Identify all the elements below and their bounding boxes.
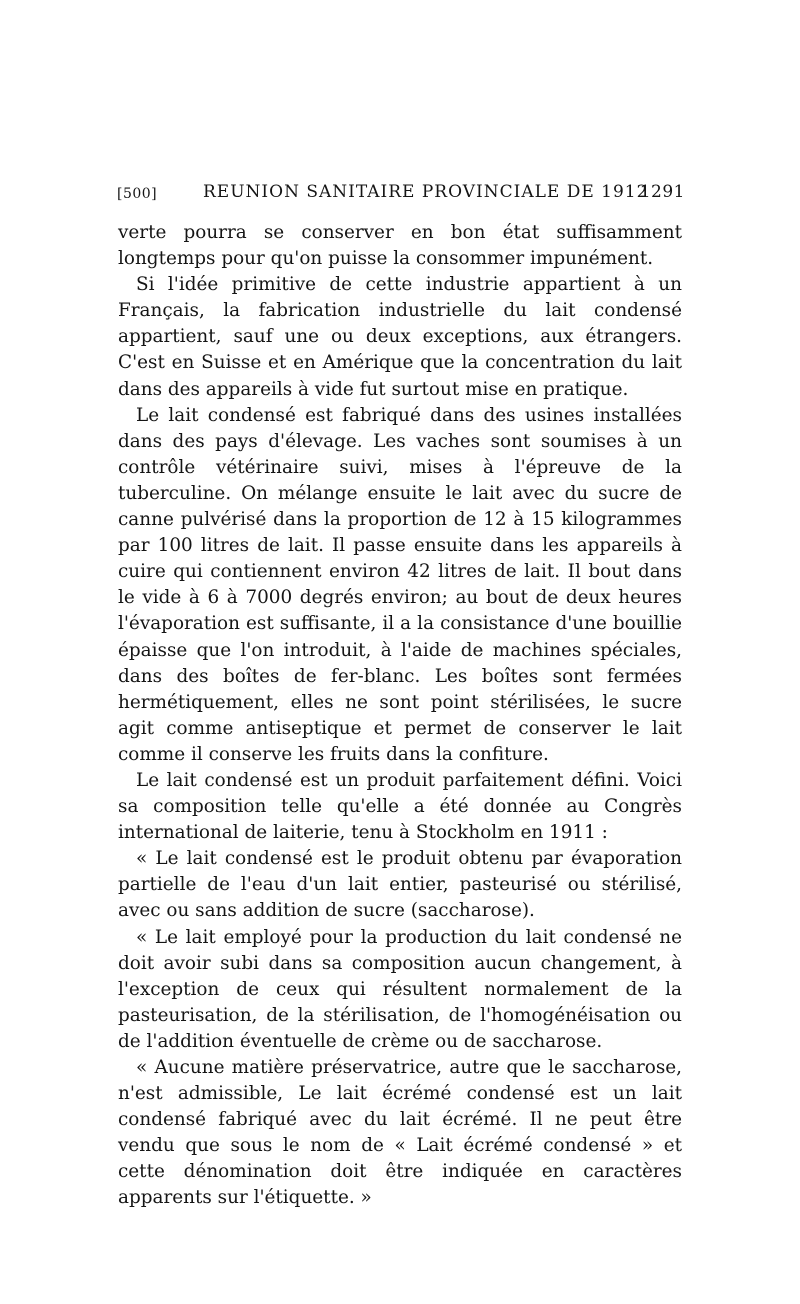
paragraph-definition: Le lait condensé est un produit parfaitement défini. Voici sa composition telle qu'elle a été donnée au Congrès international de laiterie, tenu à Stockholm en 1911 : (118, 769, 682, 844)
page-reference: [500] (117, 186, 158, 202)
running-title: REUNION SANITAIRE PROVINCIALE DE 1912 (203, 182, 649, 202)
page-number: 1291 (639, 182, 685, 202)
quote-paragraph-3: « Aucune matière préservatrice, autre que le saccharose, n'est admissible, Le lait écrémé condensé est un lait condensé fabriqué avec du lait écrémé. Il ne peut être vendu que sous le nom de « Lait écrémé condensé » et cette dénomination doit être indiquée en caractères apparents sur l'étiquette. » (118, 1057, 682, 1209)
quote-paragraph-1: « Le lait condensé est le produit obtenu par évaporation partielle de l'eau d'un lait entier, pasteurisé ou stérilisé, avec ou sans addition de sucre (saccharose). (118, 848, 682, 922)
paragraph-continuation: verte pourra se conserver en bon état suffisamment longtemps pour qu'on puisse la consommer impunément. (118, 222, 682, 270)
paragraph-origin: Si l'idée primitive de cette industrie appartient à un Français, la fabrication industrielle du lait condensé appartient, sauf une ou deux exceptions, aux étrangers. C'est en Suisse et en Amérique que la concentration du lait dans des appareils à vide fut surtout mise en pratique. (118, 274, 682, 400)
quote-paragraph-2: « Le lait employé pour la production du lait condensé ne doit avoir subi dans sa composition aucun changement, à l'exception de ceux qui résultent normalement de la pasteurisation, de la stérilisation, de l'homogénéisation ou de l'addition éventuelle de crème ou de saccharose. (118, 926, 682, 1052)
body-text (118, 220, 682, 1212)
running-head (117, 182, 685, 208)
paragraph-fabrication: Le lait condensé est fabriqué dans des usines installées dans des pays d'élevage. Les vaches sont soumises à un contrôle vétérinaire suivi, mises à l'épreuve de la tuberculine. On mélange ensuite le lait avec du sucre de canne pulvérisé dans la proportion de 12 à 15 kilogrammes par 100 litres de lait. Il passe ensuite dans les appareils à cuire qui contiennent environ 42 litres de lait. Il bout dans le vide à 6 à 7000 degrés environ; au bout de deux heures l'évaporation est suffisante, il a la consistance d'une bouillie épaisse que l'on introduit, à l'aide de machines spéciales, dans des boîtes de fer-blanc. Les boîtes sont fermées hermétiquement, elles ne sont point stérilisées, le sucre agit comme antiseptique et permet de conserver le lait comme il conserve les fruits dans la confiture. (118, 404, 682, 765)
